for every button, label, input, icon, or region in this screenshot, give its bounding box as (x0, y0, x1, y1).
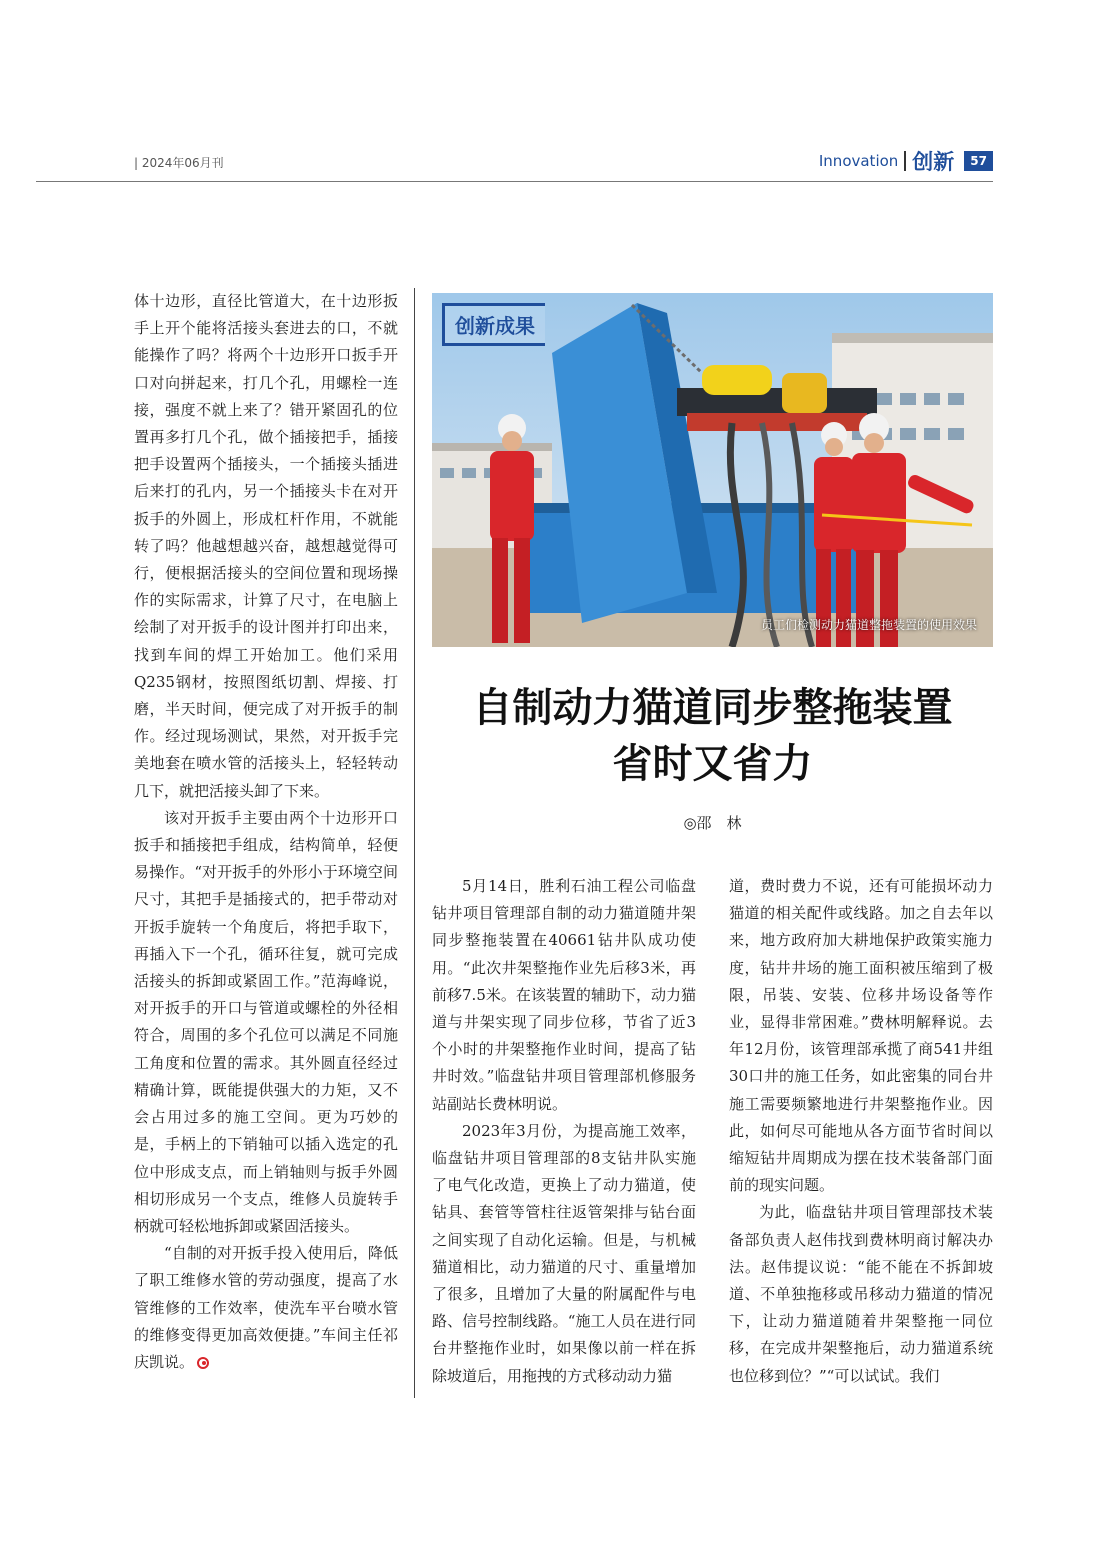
title-line-2: 省时又省力 (612, 741, 813, 787)
end-mark-icon (196, 1357, 210, 1369)
photo-illustration (432, 293, 993, 647)
section-name-en: Innovation (818, 152, 899, 170)
paragraph: 为此，临盘钻井项目管理部技术装备部负责人赵伟找到费林明商讨解决办法。赵伟提议说：“能不能在不拆卸坡道、不单独拖移或吊移动力猫道的情况下，让动力猫道随着井架整拖一同位移，在完成井架整拖后，动力猫道系统也位移到位？”“可以试试。我们 (729, 1203, 993, 1385)
title-line-1: 自制动力猫道同步整拖装置 (472, 685, 953, 731)
page-number: 57 (964, 151, 993, 171)
photo-caption: 员工们检测动力猫道整拖装置的使用效果 (760, 618, 977, 632)
photo-tag: 创新成果 (442, 303, 545, 346)
author-byline: ◎邵 林 (683, 814, 742, 832)
article-title (432, 680, 993, 792)
issue-label: | 2024年06月刊 (134, 156, 224, 170)
column-divider (414, 288, 415, 1398)
paragraph-text: “自制的对开扳手投入使用后，降低了职工维修水管的劳动强度，提高了水管维修的工作效率，使洗车平台喷水管的维修变得更加高效便捷。”车间主任祁庆凯说。 (134, 1244, 398, 1371)
paragraph: 道，费时费力不说，还有可能损坏动力猫道的相关配件或线路。加之自去年以来，地方政府加大耕地保护政策实施力度，钻井井场的施工面积被压缩到了极限，吊装、安装、位移井场设备等作业，显得非常困难。”费林明解释说。去年12月份，该管理部承揽了商541井组30口井的施工任务，如此密集的同台井施工需要频繁地进行井架整拖作业。因此，如何尽可能地从各方面节省时间以缩短钻井周期成为摆在技术装备部门面前的现实问题。 (729, 877, 993, 1195)
section-name-cn: 创新 (912, 150, 955, 174)
left-column (134, 288, 398, 1376)
section-header (819, 146, 993, 176)
article-photo (432, 293, 993, 647)
paragraph (134, 1240, 398, 1376)
section-divider (904, 151, 906, 171)
paragraph: 5月14日，胜利石油工程公司临盘钻井项目管理部自制的动力猫道随井架同步整拖装置在40661钻井队成功使用。“此次井架整拖作业先后移3米，再前移7.5米。在该装置的辅助下，动力猫道与井架实现了同步位移，节省了近3个小时的井架整拖作业时间，提高了钻井时效。”临盘钻井项目管理部机修服务站副站长费林明说。 (432, 877, 696, 1113)
header-rule (36, 181, 993, 182)
paragraph: 体十边形，直径比管道大，在十边形扳手上开个能将活接头套进去的口，不就能操作了吗？将两个十边形开口扳手开口对向拼起来，打几个孔，用螺栓一连接，强度不就上来了？错开紧固孔的位置再多打几个孔，做个插接把手，插接把手设置两个插接头，一个插接头插进后来打的孔内，另一个插接头卡在对开扳手的外圆上，形成杠杆作用，不就能转了吗？他越想越兴奋，越想越觉得可行，便根据活接头的空间位置和现场操作的实际需求，计算了尺寸，在电脑上绘制了对开扳手的设计图并打印出来，找到车间的焊工开始加工。他们采用Q235钢材，按照图纸切割、焊接、打磨，半天时间，便完成了对开扳手的制作。经过现场测试，果然，对开扳手完美地套在喷水管的活接头上，轻轻转动几下，就把活接头卸了下来。 (134, 292, 398, 800)
middle-column (432, 873, 696, 1390)
paragraph: 该对开扳手主要由两个十边形开口扳手和插接把手组成，结构简单，轻便易操作。“对开扳手的外形小于环境空间尺寸，其把手是插接式的，把手带动对开扳手旋转一个角度后，将把手取下，再插入下一个孔，循环往复，就可完成活接头的拆卸或紧固工作。”范海峰说，对开扳手的开口与管道或螺栓的外径相符合，周围的多个孔位可以满足不同施工角度和位置的需求。其外圆直径经过精确计算，既能提供强大的力矩，又不会占用过多的施工空间。更为巧妙的是，手柄上的下销轴可以插入选定的孔位中形成支点，而上销轴则与扳手外圆相切形成另一个支点，维修人员旋转手柄就可轻松地拆卸或紧固活接头。 (134, 808, 398, 1235)
paragraph: 2023年3月份，为提高施工效率，临盘钻井项目管理部的8支钻井队实施了电气化改造，更换上了动力猫道，使钻具、套管等管柱往返管架排与钻台面之间实现了自动化运输。但是，与机械猫道相比，动力猫道的尺寸、重量增加了很多，且增加了大量的附属配件与电路、信号控制线路。“施工人员在进行同台井整拖作业时，如果像以前一样在拆除坡道后，用拖拽的方式移动动力猫 (432, 1121, 696, 1385)
right-column (729, 873, 993, 1390)
